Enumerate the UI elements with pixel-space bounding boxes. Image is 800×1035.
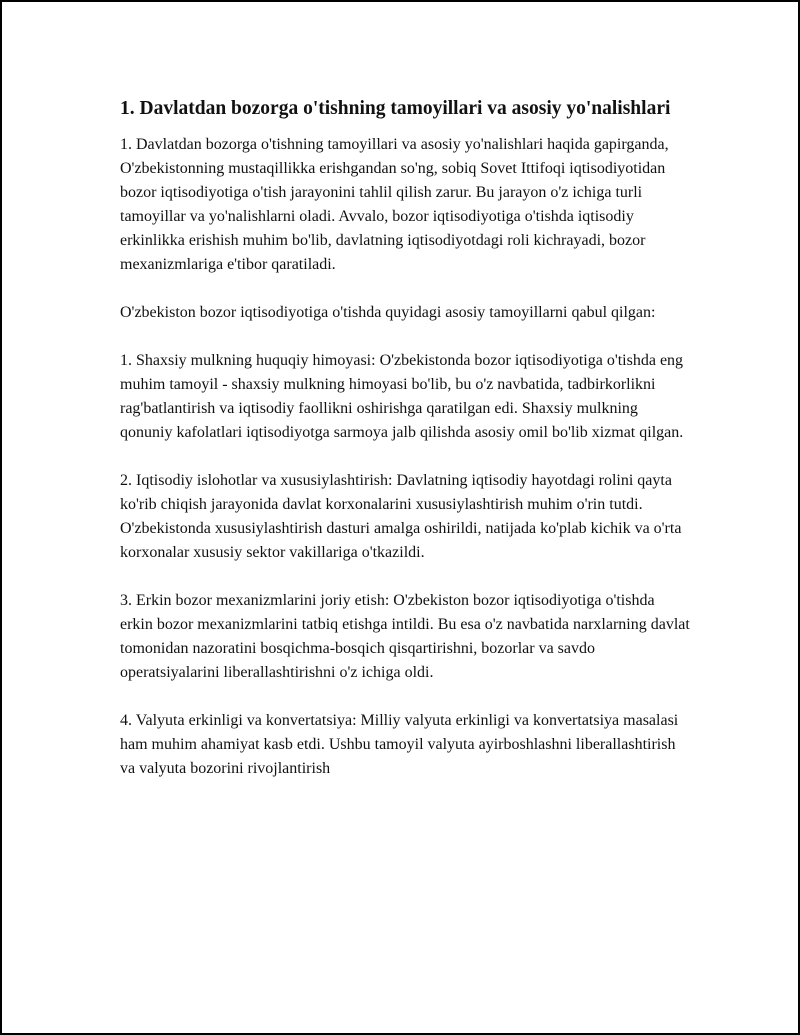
intro-paragraph: 1. Davlatdan bozorga o'tishning tamoyillari va asosiy yo'nalishlari haqida gapirganda, O'zbekistonning mustaqillikka erishgandan so'ng, sobiq Sovet Ittifoqi iqtisodiyotidan bozor iqtisodiyotiga o'tish jarayonini tahlil qilish zarur. Bu jarayon o'z ichiga turli tamoyillar va yo'nalishlarni oladi. Avvalo, bozor iqtisodiyotiga o'tishda iqtisodiy erkinlikka erishish muhim bo'lib, davlatning iqtisodiyotdagi roli kichrayadi, bozor mexanizmlariga e'tibor qaratiladi. [120,136,669,273]
document-title: 1. Davlatdan bozorga o'tishning tamoyillari va asosiy yo'nalishlari [120,98,671,119]
principles-lead-paragraph: O'zbekiston bozor iqtisodiyotiga o'tishda quyidagi asosiy tamoyillarni qabul qilgan: [120,304,656,321]
principle-1-paragraph: 1. Shaxsiy mulkning huquqiy himoyasi: O'zbekistonda bozor iqtisodiyotiga o'tishda eng muhim tamoyil - shaxsiy mulkning himoyasi bo'lib, bu o'z navbatida, tadbirkorlikni rag'batlantirish va iqtisodiy faollikni oshirishga qaratilgan edi. Shaxsiy mulkning qonuniy kafolatlari iqtisodiyotga sarmoya jalb qilishda asosiy omil bo'lib xizmat qilgan. [120,352,684,441]
principle-3-paragraph: 3. Erkin bozor mexanizmlarini joriy etish: O'zbekiston bozor iqtisodiyotiga o'tishda erkin bozor mexanizmlarini tatbiq etishga intildi. Bu esa o'z navbatida narxlarning davlat tomonidan nazoratini bosqichma-bosqich qisqartirishni, bozorlar va savdo operatsiyalarini liberallashtirishni o'z ichiga oldi. [120,592,690,681]
principle-2-paragraph: 2. Iqtisodiy islohotlar va xususiylashtirish: Davlatning iqtisodiy hayotdagi rolini qayta ko'rib chiqish jarayonida davlat korxonalarini xususiylashtirish muhim o'rin tutdi. O'zbekistonda xususiylashtirish dasturi amalga oshirildi, natijada ko'plab kichik va o'rta korxonalar xususiy sektor vakillariga o'tkazildi. [120,472,682,561]
principle-4-paragraph: 4. Valyuta erkinligi va konvertatsiya: Milliy valyuta erkinligi va konvertatsiya masalasi ham muhim ahamiyat kasb etdi. Ushbu tamoyil valyuta ayirboshlashni liberallashtirish va valyuta bozorini rivojlantirish [120,712,679,777]
document-body [120,96,690,805]
